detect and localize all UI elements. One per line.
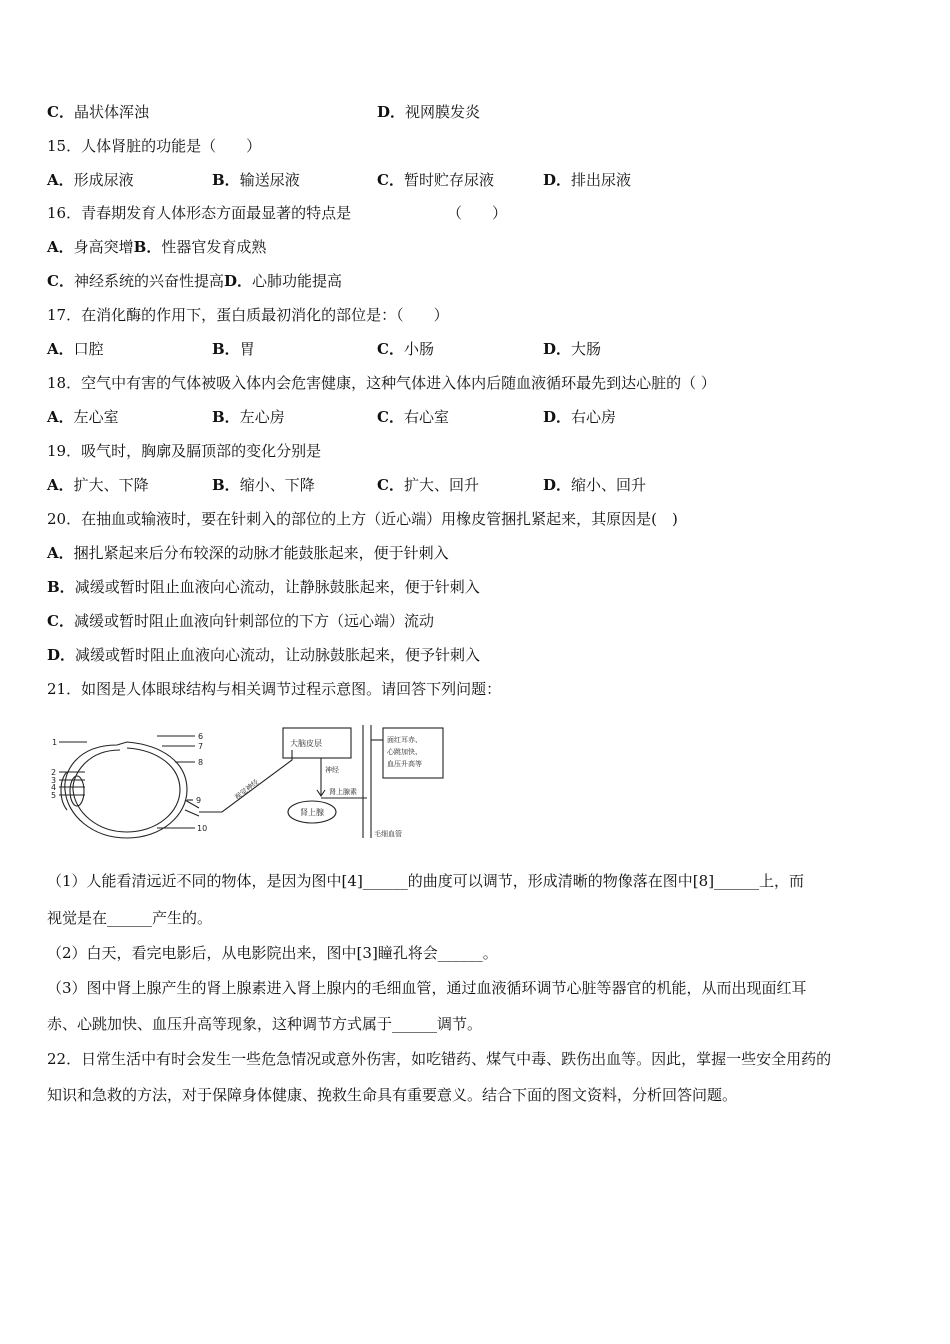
label-1: 1: [52, 738, 58, 747]
label-4: 4: [51, 783, 57, 792]
eyeball-inner-layer: [73, 748, 180, 832]
q20-option-d: D．减缓或暂时阻止血液向心流动，让动脉鼓胀起来，便予针刺入: [47, 646, 481, 664]
q17-option-b: B．胃: [212, 340, 255, 358]
q20-option-a: A．捆扎紧起来后分布较深的动脉才能鼓胀起来，便于针刺入: [47, 544, 449, 562]
capillary-label: 毛细血管: [374, 830, 402, 838]
q18-option-b: B．左心房: [212, 408, 285, 426]
q19-option-d: D．缩小、回升: [543, 476, 647, 494]
q15-stem: 15．人体肾脏的功能是（ ）: [47, 137, 262, 155]
nerve-path: [199, 750, 292, 812]
label-9: 9: [196, 796, 202, 805]
q14-option-c: C．晶状体浑浊: [47, 103, 149, 121]
eyeball-outline: [65, 742, 187, 838]
q16-options-ab: A．身高突增B．性器官发育成熟: [47, 238, 267, 256]
q20-option-c: C．减缓或暂时阻止血液向针刺部位的下方（远心端）流动: [47, 612, 434, 630]
q16-stem: 16．青春期发育人体形态方面最显著的特点是: [47, 204, 352, 222]
q15-option-b: B．输送尿液: [212, 171, 300, 189]
nerve-label: 神经: [325, 766, 339, 774]
q19-stem: 19．吸气时，胸廓及膈顶部的变化分别是: [47, 442, 322, 460]
q17-option-c: C．小肠: [377, 340, 434, 358]
q19-option-c: C．扩大、回升: [377, 476, 479, 494]
q18-option-d: D．右心房: [543, 408, 617, 426]
effect-line-1: 面红耳赤、: [387, 736, 422, 744]
q21-sub1-line2: 视觉是在______产生的。: [47, 909, 213, 927]
q18-option-a: A．左心室: [47, 408, 119, 426]
q19-option-b: B．缩小、下降: [212, 476, 315, 494]
q21-sub3-line1: （3）图中肾上腺产生的肾上腺素进入肾上腺内的毛细血管，通过血液循环调节心脏等器官的机能，从而出现面红耳: [47, 979, 807, 997]
effect-line-2: 心跳加快、: [387, 748, 422, 756]
q22-line2: 知识和急救的方法，对于保障身体健康、挽救生命具有重要意义。结合下面的图文资料，分析回答问题。: [47, 1086, 738, 1104]
q18-stem: 18．空气中有害的气体被吸入体内会危害健康，这种气体进入体内后随血液循环最先到达心脏的（ ）: [47, 374, 716, 392]
q21-stem: 21．如图是人体眼球结构与相关调节过程示意图。请回答下列问题：: [47, 680, 502, 698]
hormone-label: 肾上腺素: [329, 788, 357, 796]
optic-nerve-label: 视觉神经: [233, 778, 261, 802]
effect-line-3: 血压升高等: [387, 760, 422, 768]
q15-option-a: A．形成尿液: [47, 171, 134, 189]
label-5: 5: [51, 791, 57, 800]
q21-sub1-line1: （1）人能看清远近不同的物体，是因为图中[4]______的曲度可以调节，形成清晰的物像落在图中[8]______上，而: [47, 872, 805, 890]
cortex-label: 大脑皮层: [290, 739, 322, 748]
q15-option-c: C．暂时贮存尿液: [377, 171, 494, 189]
q17-option-a: A．口腔: [47, 340, 104, 358]
q19-option-a: A．扩大、下降: [47, 476, 149, 494]
label-10: 10: [197, 824, 208, 833]
q16-options-cd: C．神经系统的兴奋性提高D．心肺功能提高: [47, 272, 342, 290]
q14-option-d: D．视网膜发炎: [377, 103, 481, 121]
q18-option-c: C．右心室: [377, 408, 449, 426]
label-3: 3: [51, 776, 57, 785]
label-8: 8: [198, 758, 204, 767]
label-6: 6: [198, 732, 204, 741]
q22-line1: 22．日常生活中有时会发生一些危急情况或意外伤害，如吃错药、煤气中毒、跌伤出血等。因此，掌握一些安全用药的: [47, 1050, 832, 1068]
q17-stem: 17．在消化酶的作用下，蛋白质最初消化的部位是：（ ）: [47, 306, 449, 324]
gland-label: 肾上腺: [300, 808, 324, 817]
eye-regulation-diagram: [47, 720, 447, 845]
q20-option-b: B．减缓或暂时阻止血液向心流动，让静脉鼓胀起来，便于针刺入: [47, 578, 480, 596]
q21-sub2: （2）白天，看完电影后，从电影院出来，图中[3]瞳孔将会______。: [47, 944, 498, 962]
q15-option-d: D．排出尿液: [543, 171, 632, 189]
label-7: 7: [198, 742, 204, 751]
q21-sub3-line2: 赤、心跳加快、血压升高等现象，这种调节方式属于______调节。: [47, 1015, 483, 1033]
q17-option-d: D．大肠: [543, 340, 602, 358]
label-2: 2: [51, 768, 57, 777]
q20-stem: 20．在抽血或输液时，要在针刺入的部位的上方（近心端）用橡皮管捆扎紧起来，其原因是( ): [47, 510, 678, 528]
q16-answer-paren: （ ）: [447, 204, 508, 222]
